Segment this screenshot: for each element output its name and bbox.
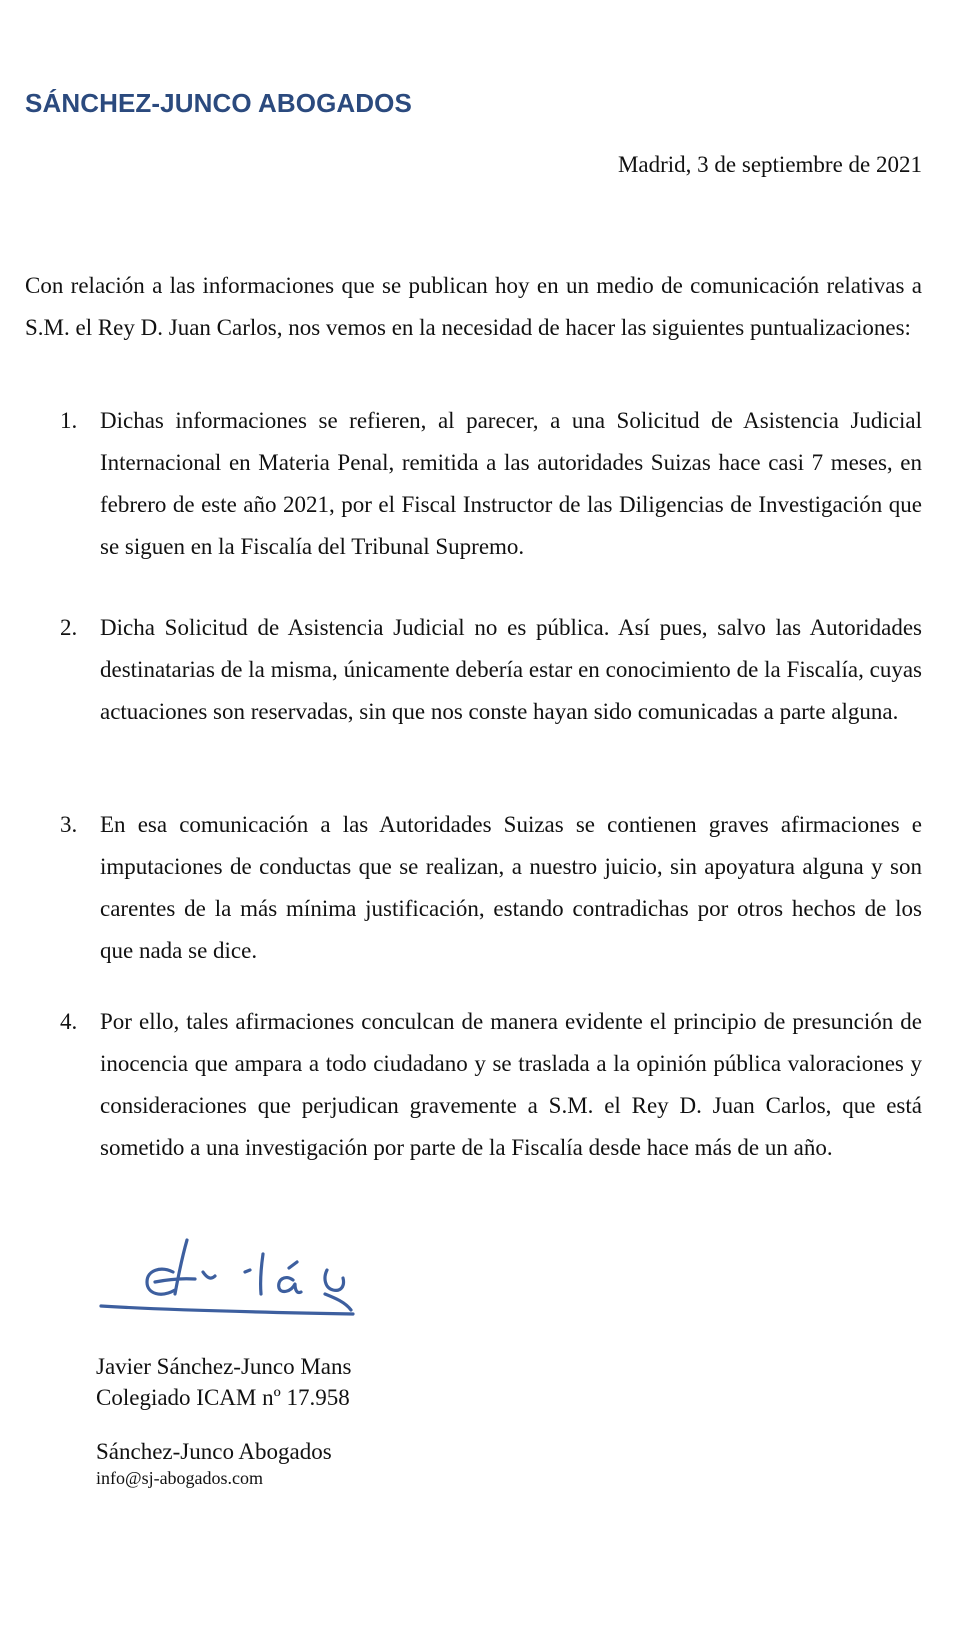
handwritten-signature (95, 1232, 370, 1327)
list-item-text: Dicha Solicitud de Asistencia Judicial no es pública. Así pues, salvo las Autoridades destinatarias de la misma, únicamente debería estar en conocimiento de la Fiscalía, cuyas actuaciones son reservadas, sin que nos conste hayan sido comunicadas a parte alguna. (100, 615, 922, 724)
footer-email: info@sj-abogados.com (96, 1468, 264, 1488)
list-item-number: 2. (60, 615, 78, 640)
intro-paragraph: Con relación a las informaciones que se publican hoy en un medio de comunicación relativas a S.M. el Rey D. Juan Carlos, nos vemos en la necesidad de hacer las siguientes puntualizaciones: (25, 273, 922, 340)
footer-firm-name: Sánchez-Junco Abogados (96, 1439, 332, 1464)
list-item-text: Por ello, tales afirmaciones conculcan de manera evidente el principio de presunción de inocencia que ampara a todo ciudadano y se traslada a la opinión pública valoraciones y consideraciones que perjudican gravemente a S.M. el Rey D. Juan Carlos, que está sometido a una investigación por parte de la Fiscalía desde hace más de un año. (100, 1009, 922, 1160)
firm-footer (96, 1437, 332, 1489)
signer-name: Javier Sánchez-Junco Mans (96, 1354, 352, 1379)
list-item-number: 1. (60, 408, 78, 433)
signer-block (96, 1351, 351, 1413)
list-item-text: Dichas informaciones se refieren, al parecer, a una Solicitud de Asistencia Judicial Internacional en Materia Penal, remitida a las autoridades Suizas hace casi 7 meses, en febrero de este año 2021, por el Fiscal Instructor de las Diligencias de Investigación que se siguen en la Fiscalía del Tribunal Supremo. (100, 408, 922, 559)
list-item-text: En esa comunicación a las Autoridades Suizas se contienen graves afirmaciones e imputaciones de conductas que se realizan, a nuestro juicio, sin apoyatura alguna y son carentes de la más mínima justificación, estando contradichas por otros hechos de los que nada se dice. (100, 812, 922, 963)
list-item-number: 3. (60, 812, 78, 837)
firm-header: SÁNCHEZ-JUNCO ABOGADOS (25, 88, 412, 118)
list-item-number: 4. (60, 1009, 78, 1034)
signer-registration: Colegiado ICAM nº 17.958 (96, 1385, 350, 1410)
date-line: Madrid, 3 de septiembre de 2021 (617, 152, 922, 177)
